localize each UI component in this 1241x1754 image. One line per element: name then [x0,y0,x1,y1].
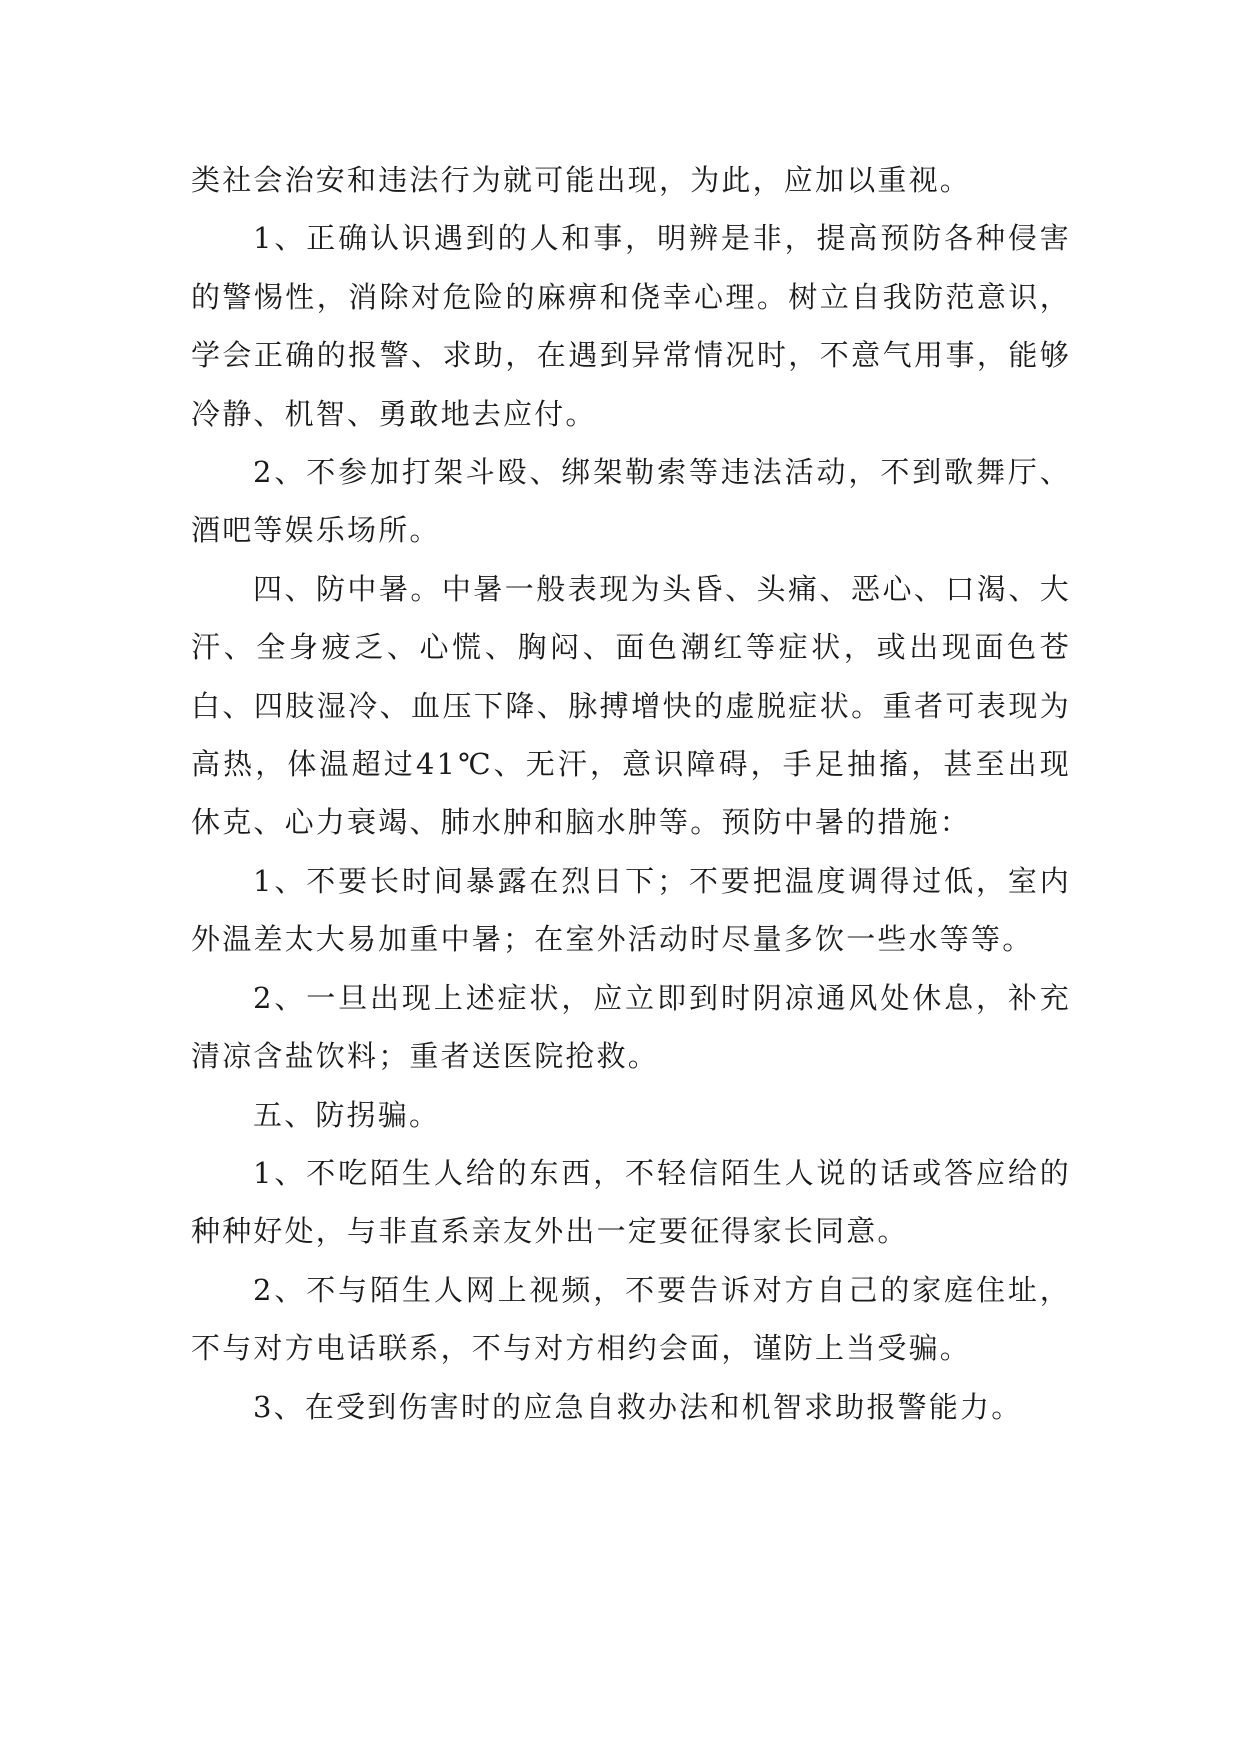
paragraph: 3、在受到伤害时的应急自救办法和机智求助报警能力。 [253,1389,1023,1424]
paragraph: 五、防拐骗。 [253,1097,441,1132]
paragraph: 2、一旦出现上述症状，应立即到时阴凉通风处休息，补充清凉含盐饮料；重者送医院抢救。 [191,980,1071,1074]
paragraph: 2、不与陌生人网上视频，不要告诉对方自己的家庭住址，不与对方电话联系，不与对方相约会面，谨防上当受骗。 [191,1272,1071,1366]
paragraph: 四、防中暑。中暑一般表现为头昏、头痛、恶心、口渴、大汗、全身疲乏、心慌、胸闷、面色潮红等症状，或出现面色苍白、四肢湿冷、血压下降、脉搏增快的虚脱症状。重者可表现为高热，体温超过41℃、无汗，意识障碍，手足抽搐，甚至出现休克、心力衰竭、肺水肿和脑水肿等。预防中暑的措施： [191,571,1071,840]
paragraph: 2、不参加打架斗殴、绑架勒索等违法活动，不到歌舞厅、酒吧等娱乐场所。 [191,455,1071,548]
paragraph: 类社会治安和违法行为就可能出现，为此，应加以重视。 [191,163,972,197]
paragraph: 1、不吃陌生人给的东西，不轻信陌生人说的话或答应给的种种好处，与非直系亲友外出一定要征得家长同意。 [191,1155,1071,1249]
paragraph: 1、正确认识遇到的人和事，明辨是非，提高预防各种侵害的警惕性，消除对危险的麻痹和侥幸心理。树立自我防范意识，学会正确的报警、求助，在遇到异常情况时，不意气用事，能够冷静、机智、勇敢地去应付。 [191,221,1071,431]
paragraph: 1、不要长时间暴露在烈日下；不要把温度调得过低，室内外温差太大易加重中暑；在室外活动时尽量多饮一些水等等。 [191,863,1071,957]
document-body [191,151,1071,1436]
